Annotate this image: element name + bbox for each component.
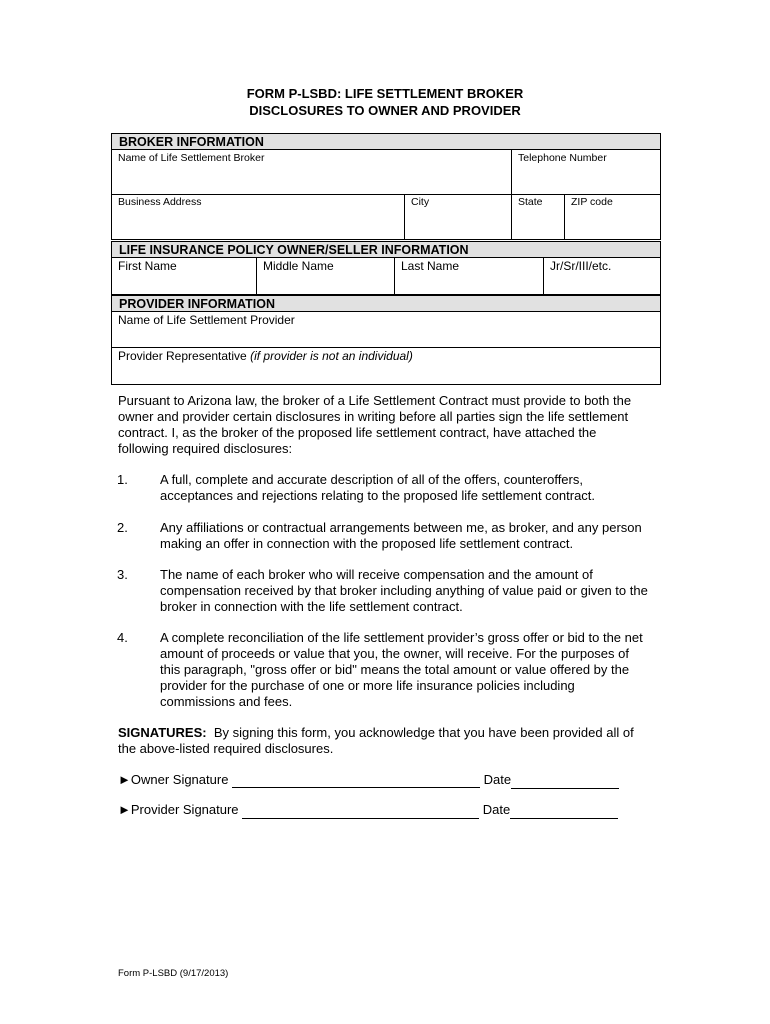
intro-line-3: contract. I, as the broker of the proposed life settlement contract, have attached the: [118, 425, 597, 440]
form-title-line1: FORM P-LSBD: LIFE SETTLEMENT BROKER: [246, 86, 524, 101]
signatures-line-2: the above-listed required disclosures.: [118, 741, 334, 756]
suffix-label: Jr/Sr/III/etc.: [550, 259, 612, 273]
form-footer: Form P-LSBD (9/17/2013): [118, 968, 229, 979]
state-field[interactable]: [516, 212, 560, 236]
intro-paragraph: [118, 393, 663, 457]
intro-line-1: Pursuant to Arizona law, the broker of a Life Settlement Contract must provide to both the: [118, 393, 632, 408]
provider-rep-field[interactable]: [116, 365, 656, 382]
disclosure-4-number: 4.: [117, 630, 128, 645]
owner-date-label: Date: [480, 772, 512, 787]
owner-info-heading: LIFE INSURANCE POLICY OWNER/SELLER INFORMATION: [112, 242, 660, 258]
middle-name-label: Middle Name: [263, 259, 334, 273]
provider-signature-field[interactable]: [242, 802, 479, 819]
provider-signature-row: [118, 802, 618, 819]
provider-info-heading: PROVIDER INFORMATION: [112, 296, 660, 312]
last-name-field[interactable]: [399, 275, 539, 293]
zip-field[interactable]: [569, 212, 657, 236]
provider-rep-label: [118, 349, 413, 363]
disclosure-4-line-1: A complete reconciliation of the life settlement provider’s gross offer or bid to the net: [160, 630, 643, 645]
last-name-label: Last Name: [401, 259, 460, 273]
signatures-line-1: [118, 725, 663, 741]
middle-name-field[interactable]: [261, 275, 390, 293]
disclosure-2-line-1: Any affiliations or contractual arrangements between me, as broker, and any person: [160, 520, 642, 535]
disclosure-3-number: 3.: [117, 567, 128, 582]
owner-signature-label: ►Owner Signature: [118, 772, 233, 787]
provider-rep-note: (if provider is not an individual): [250, 349, 413, 363]
disclosure-4-text: [160, 630, 660, 710]
provider-signature-label: ►Provider Signature: [118, 802, 243, 817]
disclosure-4-line-2: amount of proceeds or value that you, the owner, will receive. For the purposes of: [160, 646, 629, 661]
signatures-heading: SIGNATURES:: [118, 725, 207, 740]
business-address-label: Business Address: [118, 196, 202, 208]
provider-rep-label-text: Provider Representative: [118, 349, 251, 363]
disclosure-4-line-4: provider for the purchase of one or more life insurance policies including: [160, 678, 575, 693]
suffix-field[interactable]: [548, 275, 657, 293]
provider-name-field[interactable]: [116, 329, 656, 345]
disclosure-3-line-3: broker in connection with the life settlement contract.: [160, 599, 463, 614]
zip-label: ZIP code: [571, 196, 613, 208]
signatures-paragraph: [118, 725, 663, 757]
signatures-text-1: By signing this form, you acknowledge that you have been provided all of: [206, 725, 634, 740]
disclosure-1-line-1: A full, complete and accurate description of all of the offers, counteroffers,: [160, 472, 583, 487]
disclosure-4-line-3: this paragraph, "gross offer or bid" means the total amount or value offered by the: [160, 662, 630, 677]
owner-date-field[interactable]: [511, 772, 619, 789]
first-name-field[interactable]: [116, 275, 252, 293]
broker-name-field[interactable]: [116, 168, 506, 190]
provider-name-label: Name of Life Settlement Provider: [118, 313, 295, 327]
disclosure-3-line-1: The name of each broker who will receive compensation and the amount of: [160, 567, 593, 582]
state-label: State: [518, 196, 543, 208]
broker-info-heading: BROKER INFORMATION: [112, 134, 660, 150]
city-label: City: [411, 196, 430, 208]
disclosure-4-line-5: commissions and fees.: [160, 694, 293, 709]
provider-date-field[interactable]: [510, 802, 618, 819]
disclosure-1-line-2: acceptances and rejections relating to the proposed life settlement contract.: [160, 488, 596, 503]
broker-name-label: Name of Life Settlement Broker: [118, 152, 265, 164]
form-title-line2: DISCLOSURES TO OWNER AND PROVIDER: [249, 103, 521, 118]
disclosure-2-line-2: making an offer in connection with the proposed life settlement contract.: [160, 536, 574, 551]
intro-line-4: following required disclosures:: [118, 441, 293, 456]
disclosure-3-text: [160, 567, 660, 615]
intro-line-2: owner and provider certain disclosures in writing before all parties sign the life settlement: [118, 409, 629, 424]
telephone-label: Telephone Number: [518, 152, 607, 164]
disclosure-1-number: 1.: [117, 472, 128, 487]
city-field[interactable]: [409, 212, 507, 236]
disclosure-2-text: [160, 520, 660, 552]
owner-signature-field[interactable]: [232, 774, 480, 788]
telephone-field[interactable]: [516, 168, 656, 190]
disclosure-3-line-2: compensation received by that broker including anything of value paid or given to the: [160, 583, 648, 598]
first-name-label: First Name: [118, 259, 177, 273]
provider-date-label: Date: [479, 802, 511, 817]
disclosure-1-text: [160, 472, 660, 504]
business-address-field[interactable]: [116, 212, 399, 236]
owner-signature-row: [118, 772, 619, 789]
disclosure-2-number: 2.: [117, 520, 128, 535]
